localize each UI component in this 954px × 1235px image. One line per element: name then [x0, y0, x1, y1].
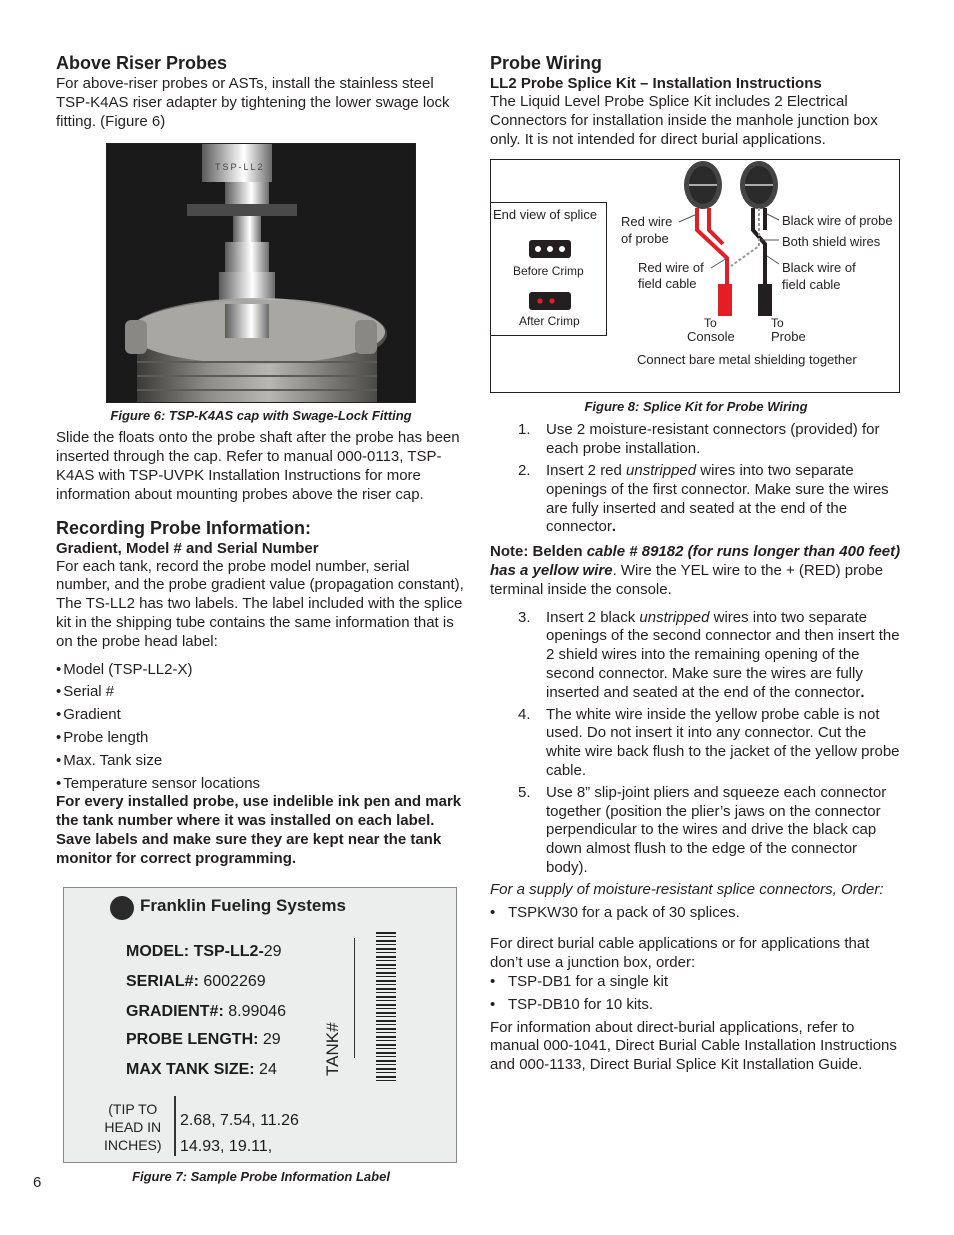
red-wire-field-label: Red wire of — [638, 260, 704, 276]
slide-floats-paragraph: Slide the floats onto the probe shaft after the probe has been inserted through the cap. Refer to manual 000-0113, TSP-K4AS with TSP-UVPK Installation Instructions for more information about mounting probes above the riser cap. — [56, 429, 460, 503]
list-item: • Model (TSP-LL2-X) — [56, 661, 466, 680]
list-item — [490, 706, 902, 781]
shield-wires-label: Both shield wires — [782, 234, 881, 250]
figure-8-diagram — [490, 159, 900, 393]
above-riser-body: For above-riser probes or ASTs, install the stainless steel TSP-K4AS riser adapter by tightening the lower swage lock fitting. (Figure 6) — [56, 75, 450, 130]
step-end: . — [611, 518, 617, 536]
brand-name: Franklin Fueling Systems — [140, 895, 346, 915]
belden-note — [490, 543, 902, 599]
model-label: MODEL: — [126, 942, 190, 960]
serial-row — [126, 972, 286, 1002]
barcode-icon — [376, 932, 396, 1084]
black-wire-field-label-2: field cable — [782, 277, 841, 293]
temp-locations — [180, 1108, 299, 1160]
step-emphasis: unstripped — [639, 608, 710, 626]
recording-body: For each tank, record the probe model number, serial number, and the probe gradient value (propagation constant), The TS-LL2 has two labels. The label included with the splice kit in the shipping tube contains the same information that is on the probe head label: — [56, 557, 464, 650]
note-label: Note: Belden — [490, 543, 587, 561]
figure-8-caption: Figure 8: Splice Kit for Probe Wiring — [584, 399, 808, 415]
tip-line: (TIP TO — [108, 1100, 158, 1117]
list-item: • Serial # — [56, 683, 466, 702]
tank-write-line — [354, 938, 355, 1058]
steps-list-b — [490, 609, 902, 878]
list-item — [490, 462, 902, 537]
list-item — [490, 421, 902, 459]
splice-kit-subheading: LL2 Probe Splice Kit – Installation Instructions — [490, 75, 822, 92]
above-riser-heading: Above Riser Probes — [56, 53, 228, 73]
gradient-value: 8.99046 — [228, 1002, 287, 1020]
to-probe-label: To — [771, 316, 784, 331]
step-text: Insert 2 red — [546, 461, 627, 479]
step-end: . — [860, 683, 865, 701]
model-row — [126, 942, 286, 972]
model-handwritten: 29 — [263, 942, 282, 960]
before-crimp-label: Before Crimp — [513, 264, 584, 279]
to-console-label: To — [704, 316, 717, 331]
step-number: 1. — [518, 421, 531, 439]
tip-to-head-label — [104, 1100, 162, 1154]
serial-label: SERIAL#: — [126, 972, 199, 990]
step-text: The white wire inside the yellow probe cable is not used. Do not insert it into any connector. Cut the white wire back flush to the jacket of the yellow probe cable. — [546, 705, 900, 779]
bold-note: For every installed probe, use indelible ink pen and mark the tank number where it was installed on each label. Save labels and make sure they are kept near the tank monitor for correct programming. — [56, 793, 462, 867]
step-text: Use 2 moisture-resistant connectors (provided) for each probe installation. — [546, 421, 880, 458]
figure-6-photo — [106, 143, 416, 403]
supply-heading: For a supply of moisture-resistant splice connectors, Order: — [490, 880, 884, 898]
length-label: PROBE LENGTH: — [126, 1030, 259, 1048]
red-wire-probe-label: Red wire — [621, 214, 673, 230]
supply-list — [490, 904, 902, 923]
gradient-row — [126, 1002, 286, 1030]
burial-list — [490, 973, 902, 1015]
list-item: • Gradient — [56, 706, 466, 725]
temp-line: 14.93, 19.11, — [180, 1137, 273, 1155]
figure-6-caption: Figure 6: TSP-K4AS cap with Swage-Lock Fitting — [110, 408, 412, 424]
splice-kit-body: The Liquid Level Probe Splice Kit includes 2 Electrical Connectors for installation inside the manhole junction box only. It is not intended for direct burial applications. — [490, 93, 878, 148]
tip-line: INCHES) — [104, 1136, 162, 1153]
left-column — [56, 52, 466, 1185]
franklin-logo-icon — [110, 896, 134, 920]
note-emphasis: cable # 89182 (for runs longer than 400 feet) has a yellow wire — [490, 543, 901, 579]
length-value: 29 — [262, 1030, 281, 1048]
step-text: Insert 2 black — [546, 608, 640, 626]
step-emphasis: unstripped — [626, 461, 697, 479]
to-probe-label-2: Probe — [771, 329, 806, 345]
max-tank-value: 24 — [259, 1060, 277, 1078]
step-number: 5. — [518, 783, 531, 801]
step-text: wires into two separate openings of the first connector. Make sure the wires are fully inserted and seated at the end of the connector — [546, 461, 889, 536]
step-text: Use 8” slip-joint pliers and squeeze each connector together (position the plier’s jaws on the connector perpendicular to the wires and drive the black cap down almost flush to the edge of the connector body). — [546, 783, 887, 876]
list-item: • TSP-DB10 for 10 kits. — [490, 996, 902, 1015]
list-item: • Temperature sensor locations — [56, 775, 466, 794]
list-item — [490, 784, 902, 878]
probe-head-text: TSP-LL2 — [215, 162, 265, 173]
max-tank-label: MAX TANK SIZE: — [126, 1060, 255, 1078]
red-wire-probe-label-2: of probe — [621, 231, 669, 247]
figure-7-caption: Figure 7: Sample Probe Information Label — [132, 1168, 390, 1184]
right-column — [490, 52, 902, 1075]
recording-heading: Recording Probe Information: — [56, 517, 312, 538]
length-row — [126, 1030, 286, 1060]
step-number: 3. — [518, 608, 531, 626]
step-text: wires into two separate openings of the second connector and then insert the 2 shield wires into the remaining opening of the second connector. Make sure the wires are fully inserted and seated at the end of the connector — [546, 608, 900, 701]
serial-value: 6002269 — [203, 972, 266, 990]
gradient-label: GRADIENT#: — [126, 1002, 224, 1020]
burial-paragraph: For direct burial cable applications or for applications that don’t use a junction box, order: — [490, 935, 870, 972]
max-tank-row — [126, 1060, 286, 1090]
probe-wiring-heading: Probe Wiring — [490, 53, 602, 73]
tip-line: HEAD IN — [104, 1118, 162, 1135]
black-wire-probe-label: Black wire of probe — [782, 213, 893, 229]
figure-7-label-photo — [63, 887, 457, 1163]
step-number: 4. — [518, 705, 531, 723]
list-item — [490, 609, 902, 703]
recording-bullet-list — [56, 661, 466, 794]
red-wire-field-label-2: field cable — [638, 276, 697, 292]
temp-line: 2.68, 7.54, 11.26 — [180, 1111, 299, 1129]
list-item: • TSP-DB1 for a single kit — [490, 973, 902, 992]
black-wire-field-label: Black wire of — [782, 260, 856, 276]
to-console-label-2: Console — [687, 329, 735, 345]
page-number: 6 — [33, 1174, 42, 1191]
list-item: • Probe length — [56, 729, 466, 748]
after-crimp-label: After Crimp — [519, 314, 580, 329]
list-item: • Max. Tank size — [56, 752, 466, 771]
final-paragraph: For information about direct-burial applications, refer to manual 000-1041, Direct Burial Cable Installation Instructions and 000-1133, Direct Burial Splice Kit Installation Guide. — [490, 1018, 897, 1074]
divider — [174, 1096, 176, 1156]
tank-label: TANK# — [323, 1021, 342, 1076]
shielding-note: Connect bare metal shielding together — [637, 352, 857, 368]
note-rest: . Wire the YEL wire to the + (RED) probe terminal inside the console. — [490, 561, 884, 598]
steps-list-a — [490, 421, 902, 537]
list-item: • TSPKW30 for a pack of 30 splices. — [490, 904, 902, 923]
model-value: TSP-LL2- — [193, 942, 264, 960]
step-number: 2. — [518, 461, 531, 479]
end-view-label: End view of splice — [493, 207, 598, 223]
recording-subheading: Gradient, Model # and Serial Number — [56, 539, 319, 557]
